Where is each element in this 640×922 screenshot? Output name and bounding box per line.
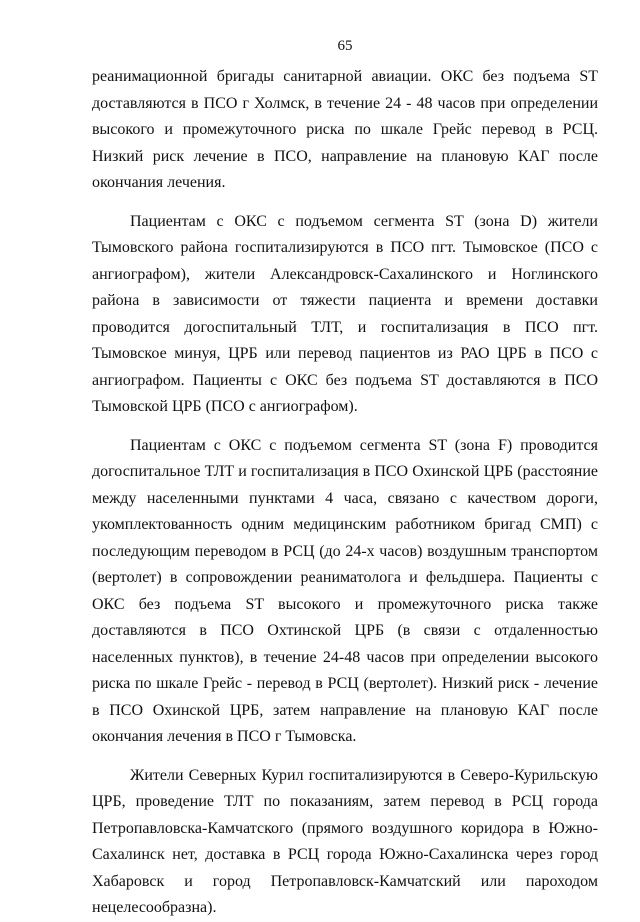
paragraph-zone-f: Пациентам с ОКС с подъемом сегмента ST (зона F) проводится догоспитальное ТЛТ и госпитализация в ПСО Охинской ЦРБ (расстояние между населенными пунктами 4 часа, связано с качеством дороги, укомплектованность одним медицинским работником бригад СМП) с последующим переводом в РСЦ (до 24-х часов) воздушным транспортом (вертолет) в сопровождении реаниматолога и фельдшера. Пациенты с ОКС без подъема ST высокого и промежуточного риска также доставляются в ПСО Охтинской ЦРБ (в связи с отдаленностью населенных пунктов), в течение 24-48 часов при определении высокого риска по шкале Грейс - перевод в РСЦ (вертолет). Низкий риск - лечение в ПСО Охинской ЦРБ, затем направление на плановую КАГ после окончания лечения в ПСО г Тымовска. — [92, 436, 598, 745]
paragraph-zone-d: Пациентам с ОКС с подъемом сегмента ST (зона D) жители Тымовского района госпитализируются в ПСО пгт. Тымовское (ПСО с ангиографом), жители Александровск-Сахалинского и Ноглинского района в зависимости от тяжести пациента и времени доставки проводится догоспитальный ТЛТ, и госпитализация в ПСО пгт. Тымовское минуя, ЦРБ или перевод пациентов из РАО ЦРБ в ПСО с ангиографом. Пациенты с ОКС без подъема ST доставляются в ПСО Тымовской ЦРБ (ПСО с ангиографом). — [92, 212, 598, 415]
document-page — [92, 36, 598, 922]
page-number: 65 — [337, 38, 353, 54]
paragraph-north-kurils: Жители Северных Курил госпитализируются в Северо-Курильскую ЦРБ, проведение ТЛТ по показаниям, затем перевод в РСЦ города Петропавловска-Камчатского (прямого воздушного коридора в Южно-Сахалинск нет, доставка в РСЦ города Южно-Сахалинска через город Хабаровск и город Петропавловск-Камчатский или пароходом нецелесообразна). — [92, 766, 598, 916]
paragraph-continuation: реанимационной бригады санитарной авиации. ОКС без подъема ST доставляются в ПСО г Холмск, в течение 24 - 48 часов при определении высокого и промежуточного риска по шкале Грейс перевод в РСЦ. Низкий риск лечение в ПСО, направление на плановую КАГ после окончания лечения. — [92, 68, 598, 191]
